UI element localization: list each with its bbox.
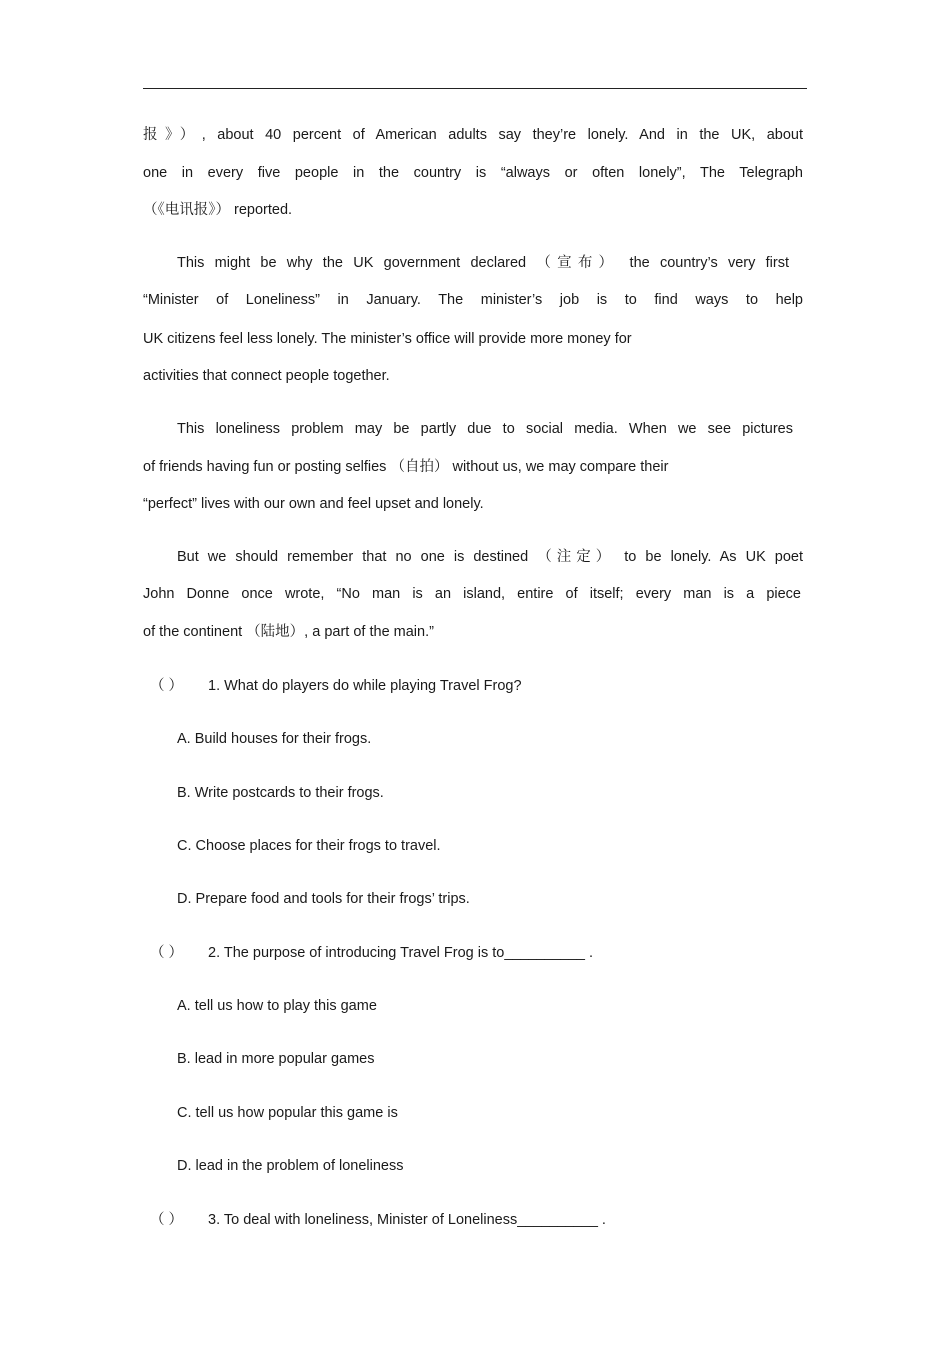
answer-blank-1[interactable]: （ ） xyxy=(150,678,184,694)
question-3 xyxy=(150,1210,810,1230)
paragraph-2-line-4: activities that connect people together. xyxy=(143,368,390,384)
header-rule xyxy=(143,88,807,89)
paragraph-2-line-1: This might be why the UK government declared （宣布） the country’s very first xyxy=(177,255,789,271)
paragraph-2-line-2: “Minister of Loneliness” in January. The minister’s job is to find ways to help xyxy=(143,292,803,308)
question-1-option-b: B. Write postcards to their frogs. xyxy=(177,785,384,801)
question-2 xyxy=(150,943,810,963)
paragraph-4-line-3: of the continent （陆地）, a part of the main.” xyxy=(143,624,434,640)
question-2-option-b: B. lead in more popular games xyxy=(177,1051,375,1067)
question-1-option-d: D. Prepare food and tools for their frogs’ trips. xyxy=(177,891,470,907)
answer-blank-3[interactable]: （ ） xyxy=(150,1212,184,1228)
question-1-option-c: C. Choose places for their frogs to travel. xyxy=(177,838,441,854)
question-1-option-a: A. Build houses for their frogs. xyxy=(177,731,372,747)
paragraph-3-line-3: “perfect” lives with our own and feel upset and lonely. xyxy=(143,496,484,512)
paragraph-1-line-3: （《电讯报》） reported. xyxy=(143,202,293,218)
paragraph-2-line-3: UK citizens feel less lonely. The minister’s office will provide more money for xyxy=(143,331,632,347)
answer-blank-2[interactable]: （ ） xyxy=(150,945,184,961)
question-2-stem: 2. The purpose of introducing Travel Frog is to__________ . xyxy=(208,945,594,961)
paragraph-3-line-2: of friends having fun or posting selfies （自拍） without us, we may compare their xyxy=(143,459,669,475)
question-2-option-a: A. tell us how to play this game xyxy=(177,998,377,1014)
question-2-option-d: D. lead in the problem of loneliness xyxy=(177,1158,404,1174)
paragraph-1-line-2: one in every five people in the country is “always or often lonely”, The Telegraph xyxy=(143,165,803,181)
question-1-stem: 1. What do players do while playing Travel Frog? xyxy=(208,678,522,694)
paragraph-4-line-1: But we should remember that no one is destined （注定） to be lonely. As UK poet xyxy=(177,549,803,565)
question-2-option-c: C. tell us how popular this game is xyxy=(177,1105,398,1121)
question-3-stem: 3. To deal with loneliness, Minister of Loneliness__________ . xyxy=(208,1212,606,1228)
paragraph-3-line-1: This loneliness problem may be partly due to social media. When we see pictures xyxy=(177,421,793,437)
paragraph-1-line-1: 报》）, about 40 percent of American adults say they’re lonely. And in the UK, about xyxy=(143,127,803,143)
paragraph-4-line-2: John Donne once wrote, “No man is an island, entire of itself; every man is a piece xyxy=(143,586,801,602)
question-1 xyxy=(150,676,810,696)
